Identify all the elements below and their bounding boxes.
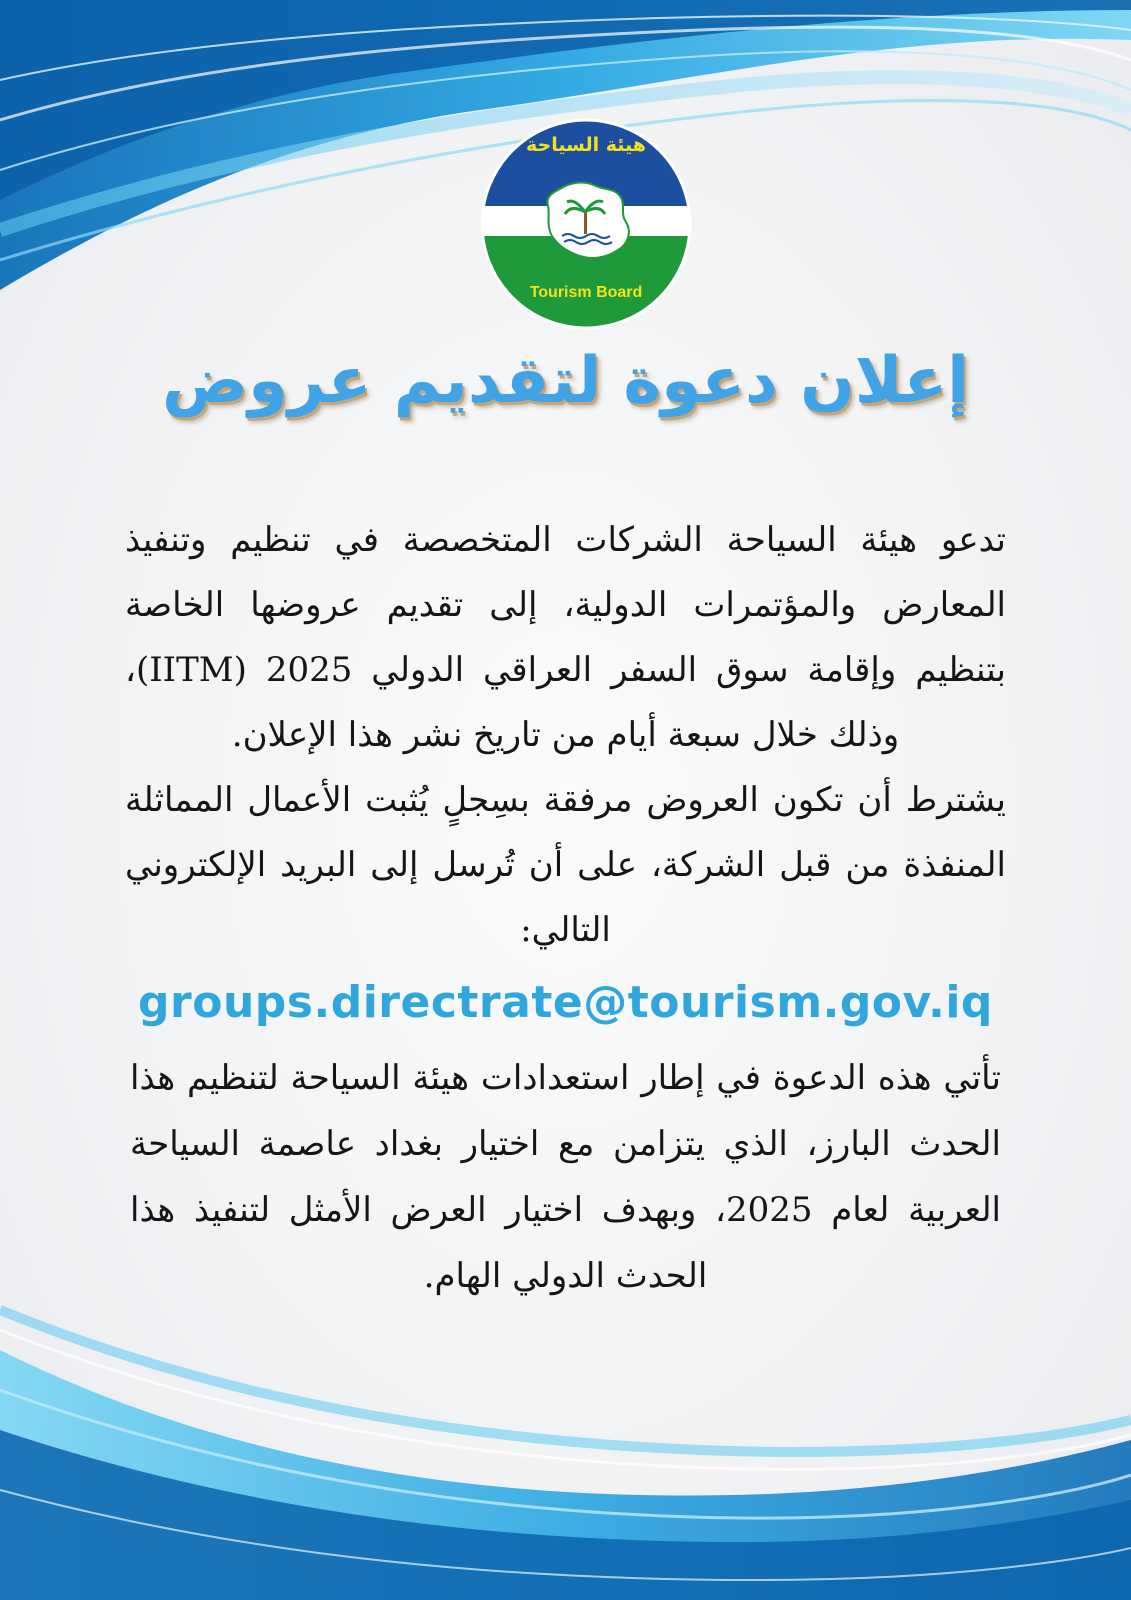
logo-english-text: Tourism Board [529, 284, 643, 301]
paragraph-requirements: يشترط أن تكون العروض مرفقة بسِجلٍ يُثبت الأعمال المماثلة المنفذة من قبل الشركة، على أن تُرسل إلى البريد الإلكتروني التالي: [125, 780, 1006, 950]
bottom-wave-decoration [0, 1290, 1131, 1600]
paragraph-context: تأتي هذه الدعوة في إطار استعدادات هيئة السياحة لتنظيم هذا الحدث البارز، الذي يتزامن مع اختيار بغداد عاصمة السياحة العربية لعام 2025، وبهدف اختيار العرض الأمثل لتنفيذ هذا الحدث الدولي الهام. [130, 1058, 1001, 1296]
page-title: إعلان دعوة لتقديم عروض [162, 344, 969, 418]
announcement-body [125, 508, 1006, 963]
tourism-board-logo [480, 118, 692, 330]
contact-email-link[interactable]: groups.directrate@tourism.gov.iq [138, 977, 993, 1028]
logo-arabic-text: هيئة السياحة [526, 134, 646, 156]
paragraph-invitation: تدعو هيئة السياحة الشركات المتخصصة في تنظيم وتنفيذ المعارض والمؤتمرات الدولية، إلى تقديم عروضها الخاصة بتنظيم وإقامة سوق السفر العراقي الدولي 2025 (IITM)، وذلك خلال سبعة أيام من تاريخ نشر هذا الإعلان. [125, 520, 1007, 755]
